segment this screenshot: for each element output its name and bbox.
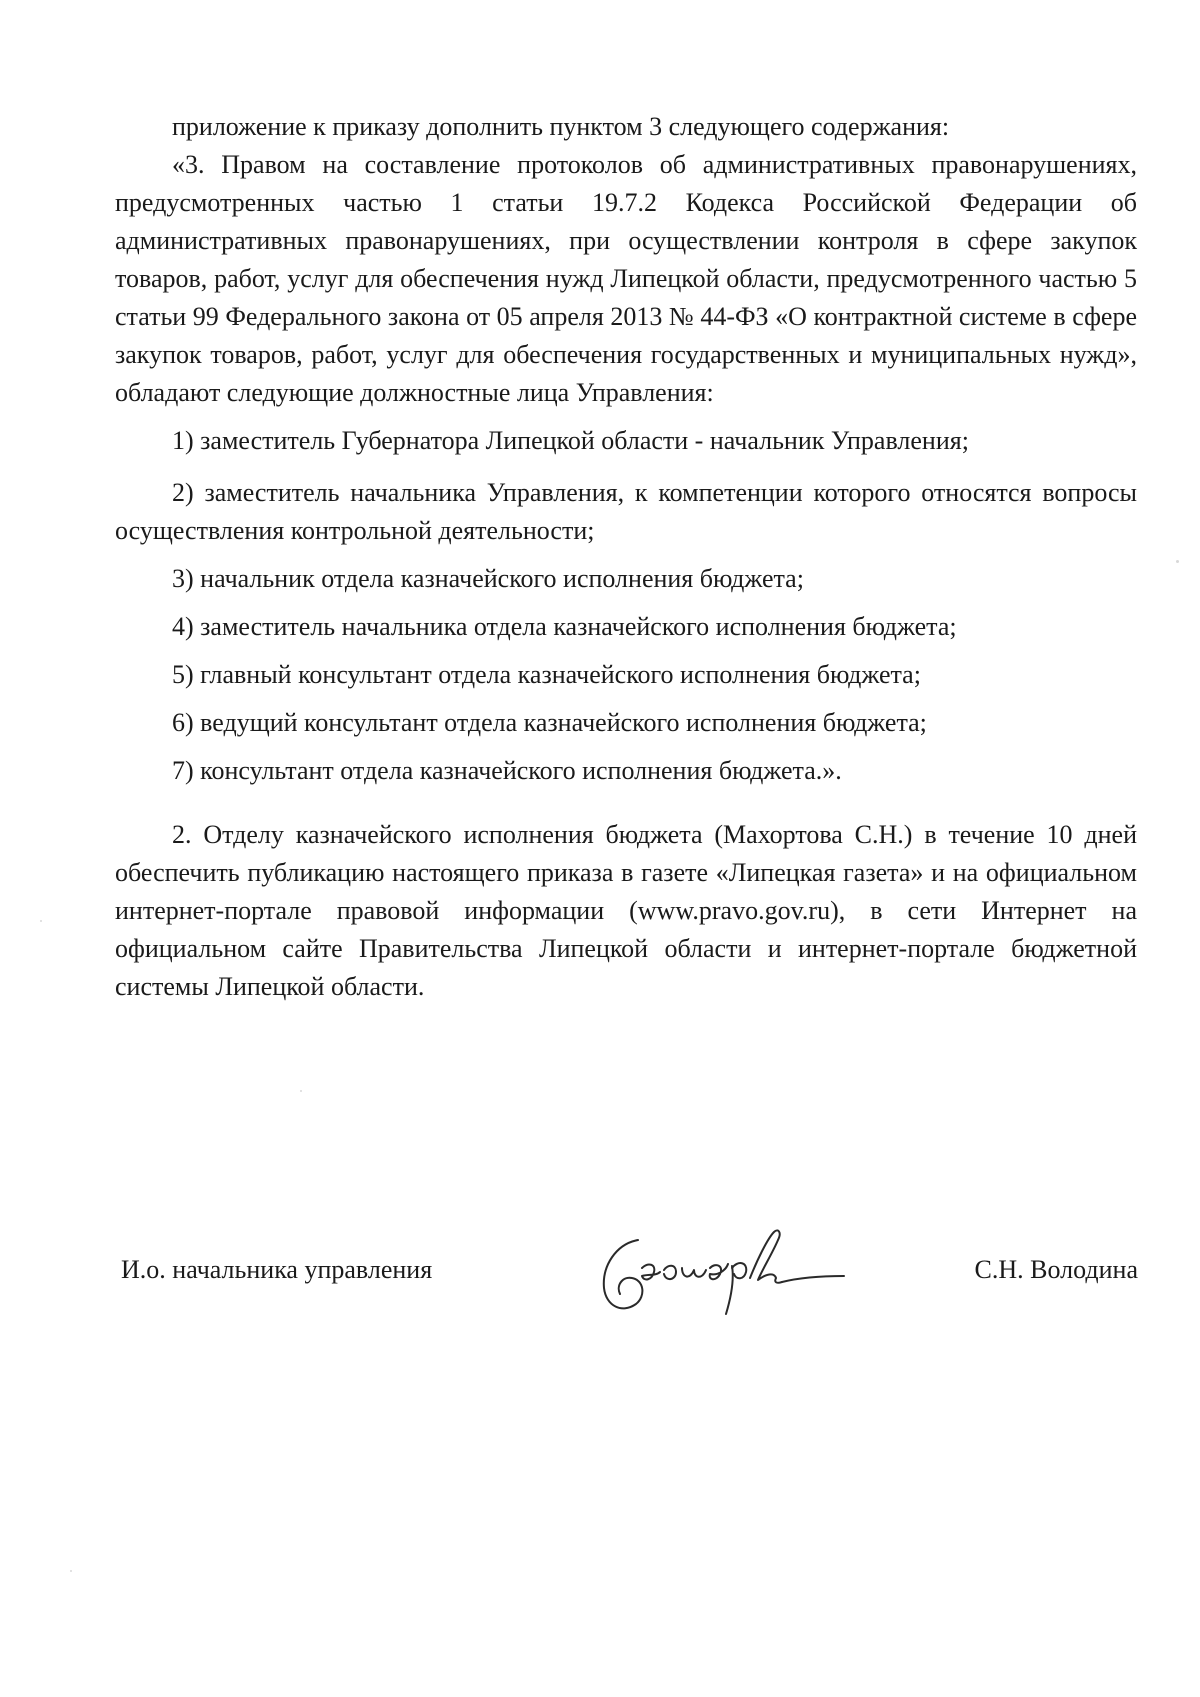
list-item-7: 7) консультант отдела казначейского исполнения бюджета.». (172, 756, 842, 785)
list-item-1: 1) заместитель Губернатора Липецкой области - начальник Управления; (172, 426, 969, 455)
list-item-2: 2) заместитель начальника Управления, к компетенции которого относятся вопросы осуществления контрольной деятельности; (115, 478, 1137, 545)
document-body (115, 108, 1137, 1006)
handwritten-signature (598, 1218, 848, 1328)
point-2-paragraph: 2. Отделу казначейского исполнения бюджета (Махортова С.Н.) в течение 10 дней обеспечить публикацию настоящего приказа в газете «Липецкая газета» и на официальном интернет-портале правовой информации (www.pravo.gov.ru), в сети Интернет на официальном сайте Правительства Липецкой области и интернет-портале бюджетной системы Липецкой области. (115, 820, 1137, 1001)
point-3-paragraph: «3. Правом на составление протоколов об административных правонарушениях, предусмотренных частью 1 статьи 19.7.2 Кодекса Российской Федерации об административных правонарушениях, при осуществлении контроля в сфере закупок товаров, работ, услуг для обеспечения нужд Липецкой области, предусмотренного частью 5 статьи 99 Федерального закона от 05 апреля 2013 № 44-ФЗ «О контрактной системе в сфере закупок товаров, работ, услуг для обеспечения государственных и муниципальных нужд», обладают следующие должностные лица Управления: (115, 150, 1137, 407)
scan-speck (300, 1090, 302, 1092)
list-item-6: 6) ведущий консультант отдела казначейского исполнения бюджета; (172, 708, 927, 737)
list-item-3: 3) начальник отдела казначейского исполнения бюджета; (172, 564, 804, 593)
list-item-5: 5) главный консультант отдела казначейского исполнения бюджета; (172, 660, 921, 689)
scan-speck (40, 920, 42, 922)
signatory-name: С.Н. Володина (974, 1255, 1138, 1284)
scan-speck (1176, 560, 1179, 563)
scan-speck (70, 1570, 72, 1572)
signatory-title: И.о. начальника управления (121, 1255, 433, 1284)
list-item-4: 4) заместитель начальника отдела казначейского исполнения бюджета; (172, 612, 957, 641)
intro-paragraph: приложение к приказу дополнить пунктом 3 следующего содержания: (172, 112, 950, 141)
